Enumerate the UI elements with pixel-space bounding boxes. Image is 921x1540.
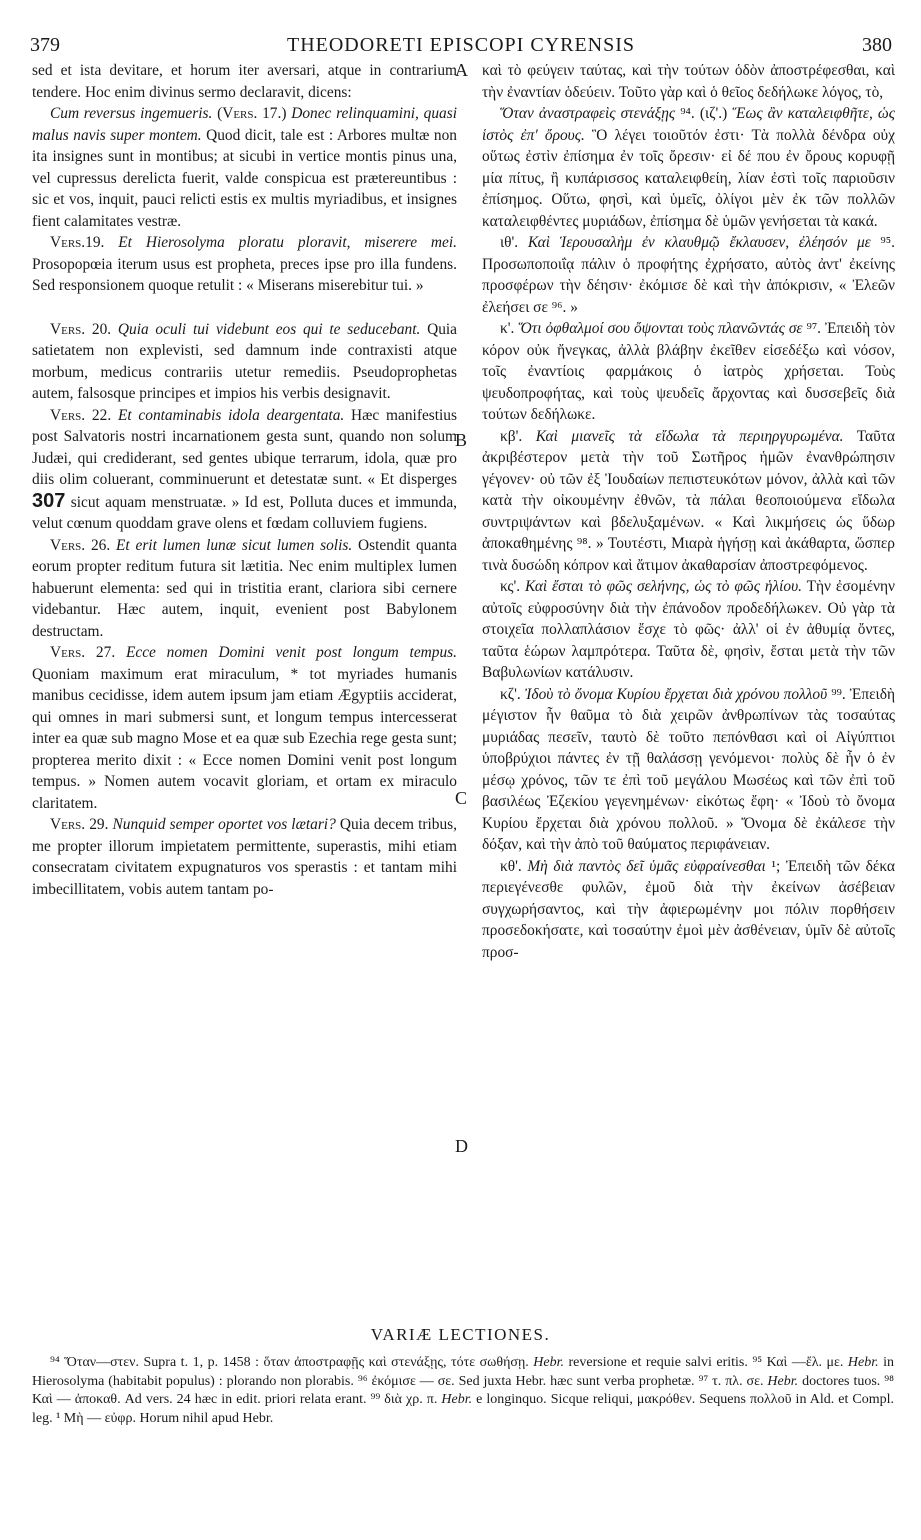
- paragraph: κθ'. Μὴ διὰ παντὸς δεῖ ὑμᾶς εὐφραίνεσθαι ¹; Ἐπειδὴ τῶν δέκα περιεγένεσθε φυλῶν, ἐμοῦ διὰ τὴν ἐκείνων ἀσέβειαν συγχωρήσαντος, καὶ τὴν ἀφιερωμένην μοι πόλιν πορθήσειν προσεδοκήσατε, καὶ τοσαύτην ἐμοὶ μὲν ἀσθένειαν, ὑμῖν δὲ αὐτοῖς προσ-: [482, 857, 895, 961]
- paragraph: Cum reversus ingemueris. (Vers. 17.) Donec relinquamini, quasi malus navis super montem. Quod dicit, tale est : Arbores multæ non ita insignes sunt in montibus; at sicubi in vertice montis pinus una, vel cupressus derelicta fuerit, valde conspicua est prætereuntibus : sic et vos, inquit, pauci relicti estis ex multis myriadibus, et insignes fient calamitates vestræ.: [32, 105, 458, 230]
- paragraph: Vers. 20. Quia oculi tui videbunt eos qui te seducebant. Quia satietatem non explevisti, sed damnum inde contraxisti atque morbum, medicus contrariis utetur remediis. Pseudoprophetas autem, falsosque principes et impios his verbis designavit.: [32, 320, 457, 402]
- paragraph: ιθ'. Καὶ Ἱερουσαλὴμ ἐν κλαυθμῷ ἔκλαυσεν, ἐλέησόν με ⁹⁵. Προσωποποιΐᾳ πάλιν ὁ προφήτης ἐχρήσατο, αὐτὸς ἀντ' ἐκείνης προσφέρων τὴν δέησιν· ἐκόμισε δὲ καὶ τὴν ἀπόκρισιν, « Ἐλεῶν ἐλεήσει σε ⁹⁶. »: [482, 234, 895, 316]
- page-number-left: 379: [30, 34, 60, 56]
- page-number-right: 380: [862, 34, 892, 56]
- paragraph: Vers. 29. Nunquid semper oportet vos lætari? Quia decem tribus, me propter illorum impietatem permittente, superastis, mihi etiam consecratam civitatem expugnaturos vos sperastis : et tantam mihi imbecillitatem, vobis autem tantam po-: [32, 816, 457, 898]
- paragraph: sed et ista devitare, et horum iter aversari, atque in contrarium tendere. Hoc enim divinus sermo declaravit, dicens:: [32, 62, 457, 101]
- page-header: [30, 34, 892, 60]
- paragraph: κβ'. Καὶ μιανεῖς τὰ εἴδωλα τὰ περιηργυρωμένα. Ταῦτα ἀκριβέστερον μετὰ τὴν τοῦ Σωτῆρος ἡμῶν ἐνανθρώπησιν γέγονεν· οὐ τῶν ἐξ Ἰουδαίων πεπιστευκότων μόνον, ἀλλὰ καὶ τῶν κατὰ τὴν οἰκουμένην ἐθνῶν, τὰ πάλαι θεοποιούμενα εἴδωλα συντριψάντων καὶ βδελυξαμένων. « Καὶ λικμήσεις ὡς ὕδωρ ἀποκαθημένης ⁹⁸. » Τουτέστι, Μιαρὰ ἡγήσῃ καὶ ἀκάθαρτα, ὥσπερ τινὰ δυσώδη κόπρον καὶ ἄτιμον ἀκαθαρσίαν ἀποστρεφόμενος.: [482, 427, 895, 574]
- margin-letter-b: B: [455, 430, 468, 450]
- margin-letter-a: A: [455, 60, 468, 80]
- variae-lectiones-heading: VARIÆ LECTIONES.: [370, 1325, 551, 1344]
- paragraph: Vers. 22. Et contaminabis idola deargentata. Hæc manifestius post Salvatoris nostri incarnationem gesta sunt, quando non solum Judæi, qui crediderant, sed gentes ubique terrarum, idola, quæ pro diis olim coluerant, comminuerunt et detestatæ sunt. « Et disperges 307 sicut aquam menstruatæ. » Id est, Polluta duces et immunda, velut cœnum quoddam grave olens et fœdam colluviem fugiens.: [32, 406, 457, 532]
- latin-column: [32, 60, 457, 900]
- paragraph: Vers.19. Et Hierosolyma ploratu ploravit, miserere mei. Prosopopœia iterum usus est propheta, preces ipse pro illa fundens. Sed responsionem quoque retulit : « Miserans miserebitur tui. »: [32, 234, 457, 294]
- paragraph: κς'. Καὶ ἔσται τὸ φῶς σελήνης, ὡς τὸ φῶς ἡλίου. Τὴν ἐσομένην αὐτοῖς εὐφροσύνην διὰ τὴν ἐπάνοδον προδεδήλωκεν. Οὐ γὰρ τὰ στοιχεῖα πολλαπλάσιον ἔσχε τὸ φῶς· ἀλλ' οἱ ἐν ἀθυμίᾳ ὄντες, ταῦτα ἑώρων λαμπρότερα. Ταῦτα δὲ, φησὶν, ἔσται μετὰ τὴν τῶν Βαβυλωνίων κατάλυσιν.: [482, 578, 895, 681]
- variae-lectiones-notes: ⁹⁴ Ὅταν—στεν. Supra t. 1, p. 1458 : ὅταν ἀποστραφῇς καὶ στενάξῃς, τότε σωθήσῃ. Hebr. reversione et requie salvi eritis. ⁹⁵ Καὶ —ἔλ. με. Hebr. in Hierosolyma (habitabit populus) : plorando non plorabis. ⁹⁶ ἐκόμισε — σε. Sed juxta Hebr. hæc sunt verba prophetæ. ⁹⁷ τ. πλ. σε. Hebr. doctores tuos. ⁹⁸ Καὶ — ἀποκαθ. Ad vers. 24 hæc in edit. priori relata erant. ⁹⁹ διὰ χρ. π. Hebr. e longinquo. Sicque reliqui, μακρόθεν. Sequens πολλοῦ in Ald. et Compl. leg. ¹ Μὴ — εὐφρ. Horum nihil apud Hebr.: [32, 1355, 895, 1426]
- paragraph: Vers. 27. Ecce nomen Domini venit post longum tempus. Quoniam maximum erat miraculum, * tot myriades humanis manibus cecidisse, idem autem ipsum jam etiam Ægyptiis acciderat, qui omnes in mari submersi sunt, et longum tempus intercesserat inter ea quæ sub magno Mose et ea quæ sub Ezechia rege gesta sunt; propterea merito dixit : « Ecce nomen Domini venit post longum tempus. » Nomen autem vocavit gloriam, et ortam ex miraculo claritatem.: [32, 644, 457, 812]
- greek-column: [482, 60, 895, 963]
- paragraph: καὶ τὸ φεύγειν ταύτας, καὶ τὴν τούτων ὁδὸν ἀποστρέφεσθαι, καὶ τὴν ἐναντίαν ὁδεύειν. Τοῦτο γὰρ καὶ ὁ θεῖος δεδήλωκε λόγος, τὸ,: [482, 62, 895, 101]
- paragraph: κζ'. Ἰδοὺ τὸ ὄνομα Κυρίου ἔρχεται διὰ χρόνου πολλοῦ ⁹⁹. Ἐπειδὴ μέγιστον ἦν θαῦμα τὸ διὰ χειρῶν ἀνθρωπίνων τὰς τοσαύτας μυριάδας πεσεῖν, ταυτὸ δὲ τοῦτο πεπόνθασι καὶ οἱ Αἰγύπτιοι ὑποβρύχιοι πάντες ἐν τῇ θαλάσσῃ γενόμενοι· πολὺς δὲ ἦν ὁ ἐν μέσῳ χρόνος, τῶν τε ἐπὶ τοῦ μεγάλου Μωσέως καὶ τῶν ἐπὶ τοῦ βασιλέως Ἐζεκίου γεγενημένων· εἰκότως ἔφη· « Ἰδοὺ τὸ ὄνομα Κυρίου ἔρχεται διὰ χρόνου πολλοῦ. » Ὄνομα δὲ ἐκάλεσε τὴν δόξαν, καὶ τὴν ἀπὸ τοῦ θαύματος περιφάνειαν.: [482, 685, 895, 853]
- edition-page-marker: 307: [32, 489, 66, 512]
- paragraph: Vers. 26. Et erit lumen lunæ sicut lumen solis. Ostendit quanta eorum propter reditum futura sit lætitia. Nec enim multiplex lumen habuerunt elementa: sed qui in tristitia erant, clariora sibi cernere videbantur. Hæc autem, inquit, evenient post Babylonem destructam.: [32, 536, 457, 640]
- running-title: THEODORETI EPISCOPI CYRENSIS: [286, 34, 636, 56]
- paragraph: Ὅταν ἀναστραφεὶς στενάξῃς ⁹⁴. (ιζ'.) Ἕως ἂν καταλειφθῆτε, ὡς ἱστὸς ἐπ' ὄρους. Ὃ λέγει τοιοῦτόν ἐστι· Τὰ πολλὰ δένδρα οὐχ οὕτως ἐστὶν ἐπίσημα ἐν τοῖς ὄρεσιν· εἰ δέ που ἐν ὄρους κορυφῇ μία πίτυς, ἢ κυπάρισσος καταλειφθείη, λίαν ἐστὶ τοῖς παριοῦσιν ἐπίσημος. Οὕτω, φησὶ, καὶ ὑμεῖς, ὀλίγοι μὲν ἐκ τῶν πολλῶν καταλειφθέντες μυριάδων, ἐπίσημα δὲ ὑμῶν γενήσεται τὰ κακά.: [482, 105, 895, 230]
- paragraph: κ'. Ὅτι ὀφθαλμοί σου ὄψονται τοὺς πλανῶντάς σε ⁹⁷. Ἐπειδὴ τὸν κόρον οὐκ ἤνεγκας, ἀλλὰ βλάβην ἐκεῖθεν εἰσεδέξω καὶ νόσον, τοῖς ἐναντίοις φαρμάκοις ὁ ἰατρὸς χρήσεται. Τοὺς ψευδοπροφήτας, καὶ τοὺς ψευδεῖς ἄρχοντας καὶ δυσσεβεῖς διὰ τούτων δεδήλωκε.: [482, 320, 895, 423]
- margin-letter-c: C: [455, 788, 468, 808]
- margin-letter-d: D: [455, 1136, 468, 1156]
